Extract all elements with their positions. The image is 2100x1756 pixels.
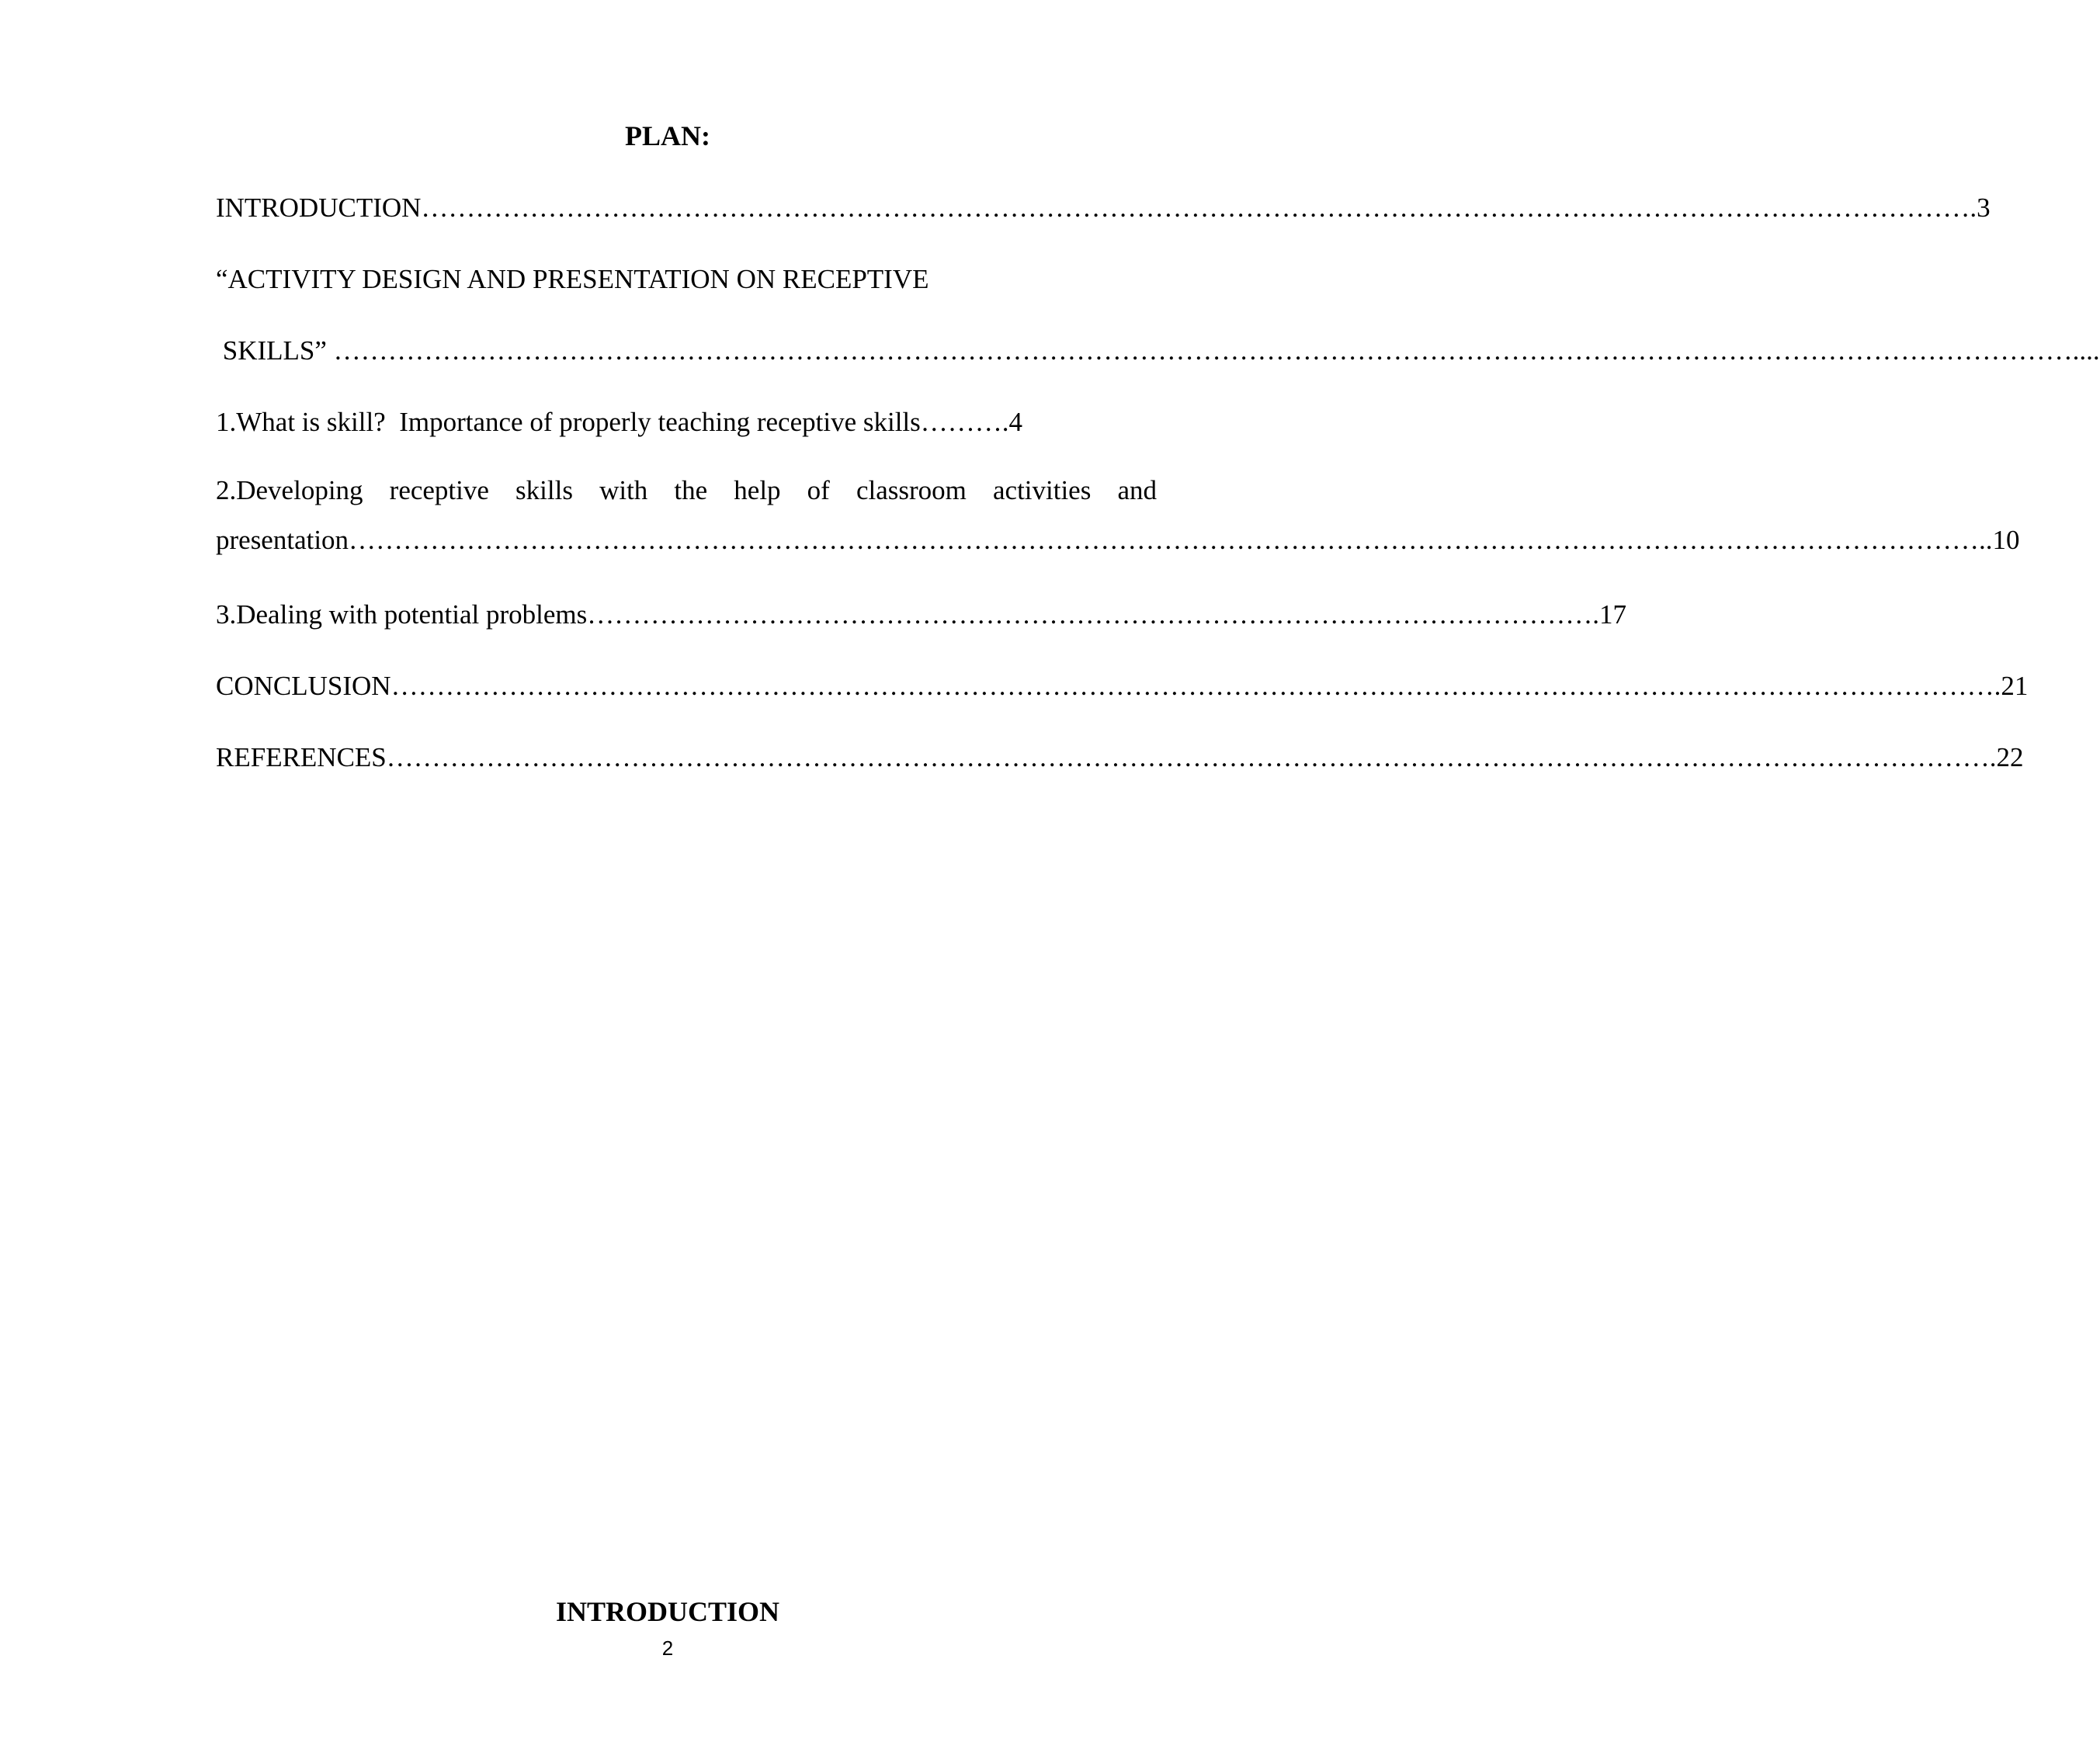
toc-entry-item2-line2: presentation………………………………………………………………………………………………………………………………………………………………..10	[216, 525, 2020, 555]
page-title: PLAN:	[625, 120, 710, 151]
toc-entry-conclusion: CONCLUSION…………………………………………………………………………………………………………………………………………………………….21	[216, 671, 2029, 701]
next-section-heading: INTRODUCTION	[555, 1596, 780, 1627]
page-number: 2	[661, 1636, 674, 1660]
toc-entry-references: REFERENCES…………………………………………………………………………………………………………………………………………………………….22	[216, 742, 2024, 772]
toc-entry-activity-line2: SKILLS” …………………………………………………………………………………………………………………………………………………………………………....	[216, 335, 2100, 366]
toc-entry-item3: 3.Dealing with potential problems………………………………………………………………………………………………….17	[216, 599, 1626, 630]
toc-entry-item1: 1.What is skill? Importance of properly teaching receptive skills……….4	[216, 407, 1023, 437]
toc-entry-activity-line1: “ACTIVITY DESIGN AND PRESENTATION ON RECEPTIVE	[216, 264, 929, 294]
toc-entry-item2-line1: 2.Developing receptive skills with the help of classroom activities and	[216, 475, 1157, 505]
toc-entry-introduction: INTRODUCTION……………………………………………………………………………………………………………………………………………………….3	[216, 193, 1991, 223]
toc-entry-item2	[216, 466, 2020, 565]
